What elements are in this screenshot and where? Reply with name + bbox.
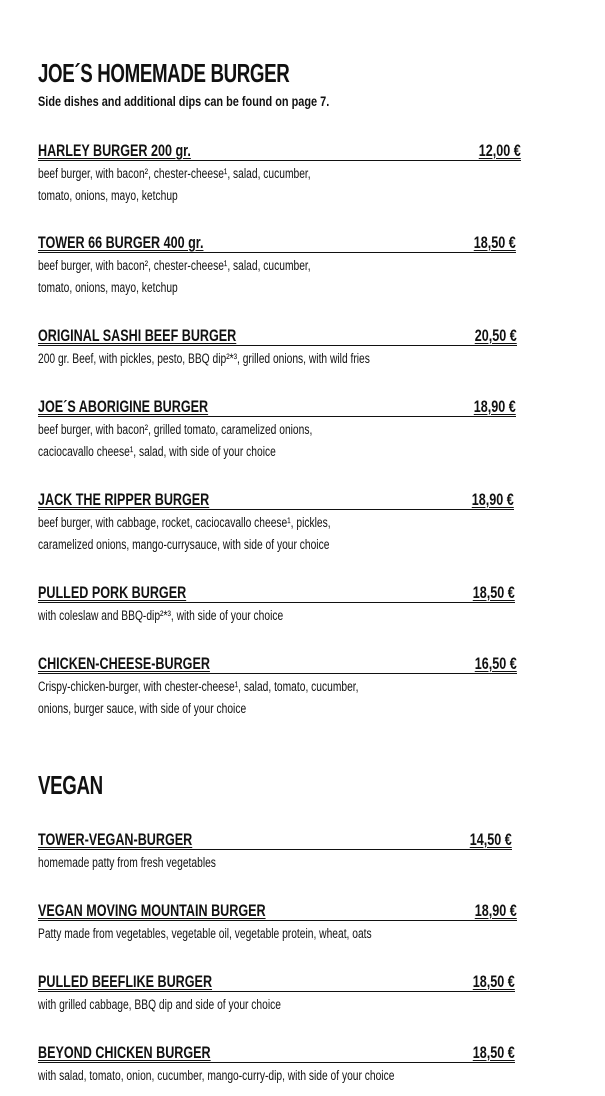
menu-item-header [38,583,515,603]
menu-item-header [38,830,512,850]
menu-item [38,490,514,556]
menu-item-description: beef burger, with bacon², chester-cheese¹, salad, cucumber, tomato, onions, mayo, ketchup [38,258,311,295]
menu-item-description: homemade patty from fresh vegetables [38,855,216,870]
menu-item-price: 18,90 € [474,397,516,416]
menu-item-header [38,141,521,161]
menu-item-name: ORIGINAL SASHI BEEF BURGER [38,326,237,345]
menu-item-price: 18,50 € [473,972,515,991]
menu-item [38,830,512,874]
menu-item-header [38,326,517,346]
menu-item [38,583,515,627]
menu-item [38,654,517,720]
menu-item-header [38,397,516,417]
menu-item-header [38,1043,515,1063]
menu-item [38,901,517,945]
menu-item-name: TOWER 66 BURGER 400 gr. [38,233,204,252]
menu-item [38,397,516,463]
menu-item-description: with salad, tomato, onion, cucumber, mango-curry-dip, with side of your choice [38,1068,395,1083]
menu-item-description: beef burger, with cabbage, rocket, caciocavallo cheese¹, pickles, caramelized onions, mango-currysauce, with side of your choice [38,515,331,552]
menu-item [38,326,517,370]
menu-item [38,1043,515,1087]
menu-item-name: PULLED BEEFLIKE BURGER [38,972,213,991]
menu-item-description: Patty made from vegetables, vegetable oil, vegetable protein, wheat, oats [38,926,372,941]
menu-item-description: Crispy-chicken-burger, with chester-cheese¹, salad, tomato, cucumber, onions, burger sauce, with side of your choice [38,679,359,716]
menu-item-price: 20,50 € [475,326,517,345]
menu-item-description: with grilled cabbage, BBQ dip and side of your choice [38,997,281,1012]
menu-item-header [38,972,515,992]
menu-item-price: 18,90 € [472,490,514,509]
menu-item-description: beef burger, with bacon², chester-cheese¹, salad, cucumber, tomato, onions, mayo, ketchup [38,166,311,203]
menu-item-name: CHICKEN-CHEESE-BURGER [38,654,210,673]
menu-item-price: 18,90 € [475,901,517,920]
menu-item-header [38,654,517,674]
menu-item [38,233,516,299]
menu-item [38,972,515,1016]
menu-item-name: VEGAN MOVING MOUNTAIN BURGER [38,901,266,920]
menu-item-description: with coleslaw and BBQ-dip²*³, with side of your choice [38,608,284,623]
menu-item-header [38,901,517,921]
vegan-section-title: VEGAN [38,770,103,800]
menu-item-description: 200 gr. Beef, with pickles, pesto, BBQ dip²*³, grilled onions, with wild fries [38,351,370,366]
menu-item-description: beef burger, with bacon², grilled tomato, caramelized onions, caciocavallo cheese¹, salad, with side of your choice [38,422,313,459]
burger-section-title: JOE´S HOMEMADE BURGER [38,58,290,88]
menu-item-name: TOWER-VEGAN-BURGER [38,830,193,849]
menu-item-price: 18,50 € [473,583,515,602]
menu-item-price: 18,50 € [473,1043,515,1062]
menu-item-header [38,490,514,510]
menu-item-header [38,233,516,253]
menu-item-price: 14,50 € [470,830,512,849]
menu-item-price: 18,50 € [474,233,516,252]
menu-item-name: BEYOND CHICKEN BURGER [38,1043,211,1062]
menu-item-name: PULLED PORK BURGER [38,583,187,602]
menu-item-price: 12,00 € [479,141,521,160]
menu-item [38,141,521,207]
burger-section-subtitle: Side dishes and additional dips can be found on page 7. [38,93,330,109]
menu-item-name: JACK THE RIPPER BURGER [38,490,210,509]
menu-item-price: 16,50 € [475,654,517,673]
menu-item-name: JOE´S ABORIGINE BURGER [38,397,209,416]
menu-item-name: HARLEY BURGER 200 gr. [38,141,191,160]
